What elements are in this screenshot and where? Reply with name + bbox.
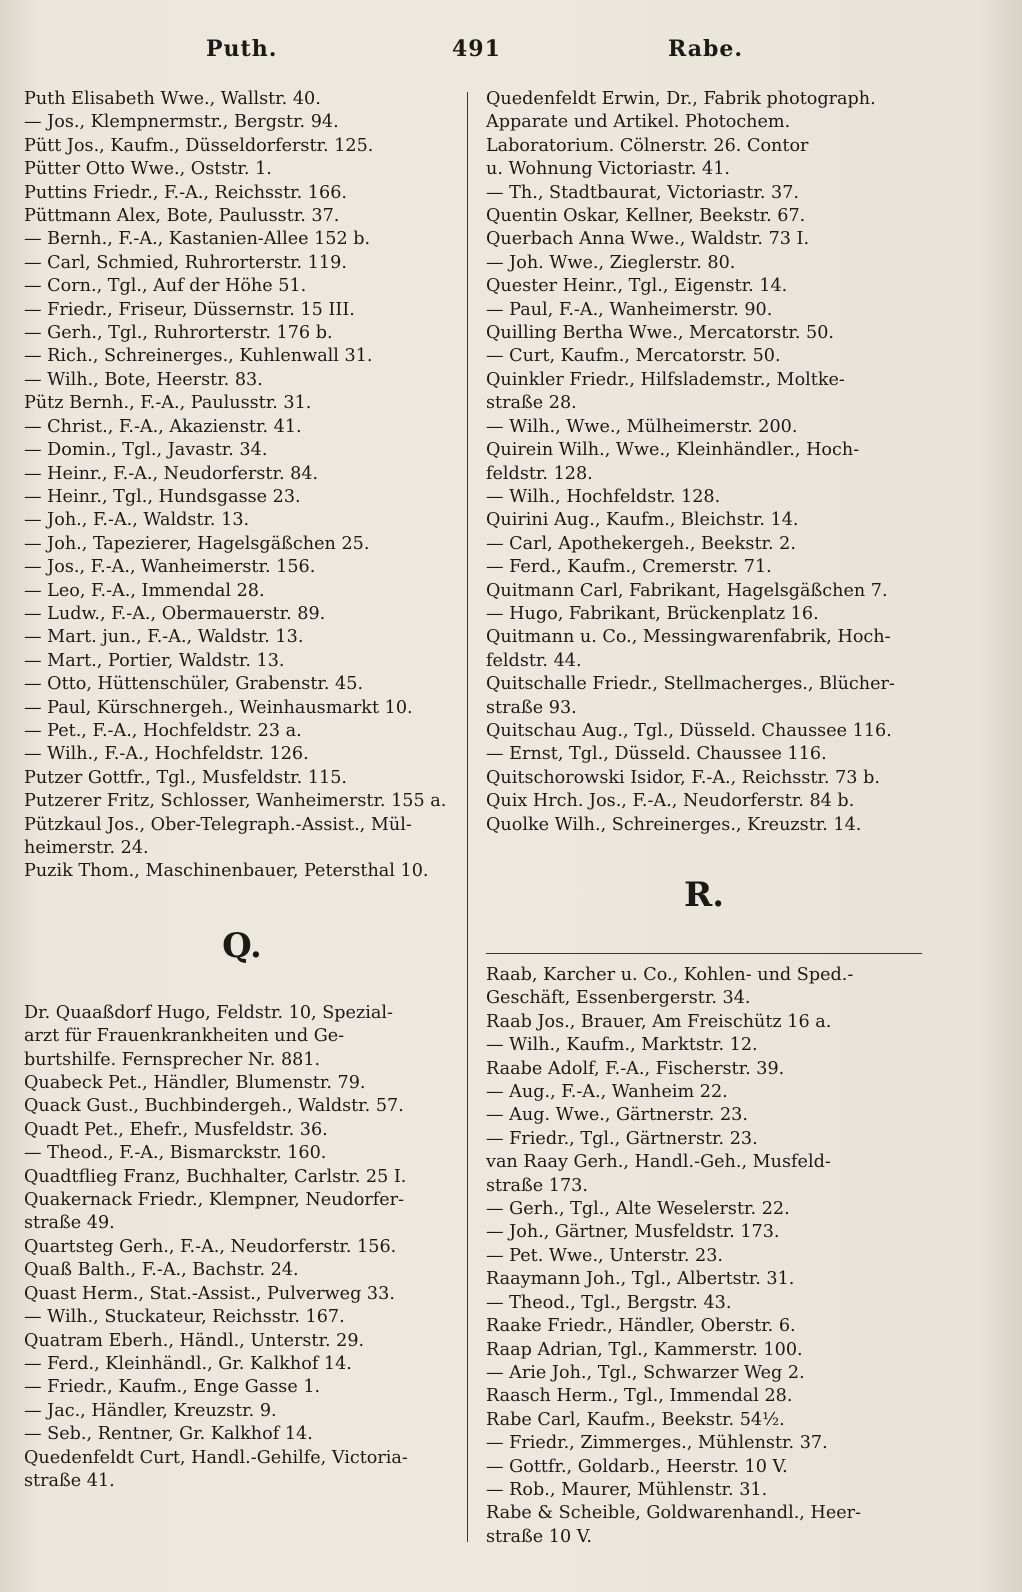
page-header xyxy=(0,36,1022,72)
entry-line: Puttins Friedr., F.-A., Reichsstr. 166. xyxy=(24,182,347,203)
section-rule xyxy=(486,953,922,954)
directory-entry xyxy=(486,1104,922,1127)
entry-line: Quadtflieg Franz, Buchhalter, Carlstr. 25 I. xyxy=(24,1166,407,1187)
entry-line: — Wilh., F.-A., Hochfeldstr. 126. xyxy=(24,744,309,765)
entry-line: — Paul, F.-A., Wanheimerstr. 90. xyxy=(486,299,773,320)
entry-line: — Pet. Wwe., Unterstr. 23. xyxy=(486,1245,724,1266)
entry-line: Quitschau Aug., Tgl., Düsseld. Chaussee 116. xyxy=(486,720,892,741)
entry-continuation: Apparate und Artikel. Photochem. xyxy=(486,112,791,133)
entry-continuation: straße 93. xyxy=(486,697,577,718)
directory-entry xyxy=(24,1095,460,1118)
entry-line: Dr. Quaaßdorf Hugo, Feldstr. 10, Spezial- xyxy=(24,1002,393,1023)
entry-line: Putzerer Fritz, Schlosser, Wanheimerstr. 155 a. xyxy=(24,791,447,812)
directory-entry xyxy=(24,1189,460,1236)
entry-line: Quedenfeldt Erwin, Dr., Fabrik photograph. xyxy=(486,89,876,109)
entry-line: — Ferd., Kleinhändl., Gr. Kalkhof 14. xyxy=(24,1353,352,1374)
directory-entry xyxy=(24,626,460,649)
entry-line: — Seb., Rentner, Gr. Kalkhof 14. xyxy=(24,1424,313,1445)
directory-entry xyxy=(486,790,922,813)
directory-entry xyxy=(486,533,922,556)
qu-entries xyxy=(486,88,922,837)
directory-entry xyxy=(24,416,460,439)
directory-entry xyxy=(24,1423,460,1446)
directory-entry xyxy=(24,767,460,790)
entry-line: — Friedr., Tgl., Gärtnerstr. 23. xyxy=(486,1128,758,1149)
entry-line: Quack Gust., Buchbindergeh., Waldstr. 57. xyxy=(24,1096,404,1117)
entry-line: — Ernst, Tgl., Düsseld. Chaussee 116. xyxy=(486,744,827,765)
directory-entry xyxy=(486,1128,922,1151)
directory-entry xyxy=(486,1479,922,1502)
entry-line: — Arie Joh., Tgl., Schwarzer Weg 2. xyxy=(486,1362,805,1383)
directory-entry xyxy=(486,1221,922,1244)
entry-line: Pütter Otto Wwe., Oststr. 1. xyxy=(24,159,272,180)
entry-line: — Ferd., Kaufm., Cremerstr. 71. xyxy=(486,557,772,578)
entry-line: — Wilh., Bote, Heerstr. 83. xyxy=(24,369,263,390)
entry-line: Quix Hrch. Jos., F.-A., Neudorferstr. 84 b. xyxy=(486,791,855,812)
entry-continuation: straße 49. xyxy=(24,1213,115,1234)
entry-line: Raab Jos., Brauer, Am Freischütz 16 a. xyxy=(486,1011,832,1032)
directory-entry xyxy=(24,1306,460,1329)
entry-line: Quirein Wilh., Wwe., Kleinhändler., Hoch- xyxy=(486,440,860,461)
directory-entry xyxy=(486,1315,922,1338)
directory-entry xyxy=(24,743,460,766)
entry-line: Raap Adrian, Tgl., Kammerstr. 100. xyxy=(486,1339,803,1360)
directory-entry xyxy=(24,392,460,415)
directory-entry xyxy=(486,509,922,532)
directory-entry xyxy=(24,1259,460,1282)
entry-line: — Theod., Tgl., Bergstr. 43. xyxy=(486,1292,732,1313)
directory-entry xyxy=(486,369,922,416)
entry-line: — Theod., F.-A., Bismarckstr. 160. xyxy=(24,1143,327,1164)
entry-continuation: Laboratorium. Cölnerstr. 26. Contor xyxy=(486,135,809,156)
entry-line: — Corn., Tgl., Auf der Höhe 51. xyxy=(24,276,307,297)
entry-line: Quartsteg Gerh., F.-A., Neudorferstr. 156. xyxy=(24,1236,397,1257)
entry-line: Quinkler Friedr., Hilfslademstr., Moltke- xyxy=(486,369,845,390)
directory-entry xyxy=(486,1502,922,1549)
directory-entry xyxy=(24,1072,460,1095)
entry-line: — Wilh., Wwe., Mülheimerstr. 200. xyxy=(486,416,798,437)
entry-line: Quitmann u. Co., Messingwarenfabrik, Hoch- xyxy=(486,627,891,648)
entry-line: Quaß Balth., F.-A., Bachstr. 24. xyxy=(24,1260,299,1281)
directory-entry xyxy=(24,463,460,486)
directory-entry xyxy=(24,650,460,673)
entry-line: Quolke Wilh., Schreinerges., Kreuzstr. 14. xyxy=(486,814,862,835)
entry-line: — Rich., Schreinerges., Kuhlenwall 31. xyxy=(24,346,373,367)
entry-line: — Rob., Maurer, Mühlenstr. 31. xyxy=(486,1479,768,1500)
entry-line: — Joh., Gärtner, Musfeldstr. 173. xyxy=(486,1222,780,1243)
directory-entry xyxy=(486,1362,922,1385)
entry-line: — Jac., Händler, Kreuzstr. 9. xyxy=(24,1400,277,1421)
entry-line: Raasch Herm., Tgl., Immendal 28. xyxy=(486,1386,793,1407)
entry-line: Querbach Anna Wwe., Waldstr. 73 I. xyxy=(486,229,810,250)
directory-entry xyxy=(486,1456,922,1479)
directory-entry xyxy=(486,1081,922,1104)
directory-entry xyxy=(24,697,460,720)
directory-entry xyxy=(24,205,460,228)
directory-entry xyxy=(24,720,460,743)
directory-entry xyxy=(24,345,460,368)
header-last-name: Rabe. xyxy=(668,36,744,62)
directory-entry xyxy=(486,182,922,205)
directory-entry xyxy=(24,299,460,322)
directory-entry xyxy=(24,1002,460,1072)
entry-line: — Mart. jun., F.-A., Waldstr. 13. xyxy=(24,627,304,648)
q-entries xyxy=(24,1002,460,1494)
entry-line: — Bernh., F.-A., Kastanien-Allee 152 b. xyxy=(24,229,371,250)
directory-entry xyxy=(24,182,460,205)
directory-entry xyxy=(24,135,460,158)
entry-line: — Pet., F.-A., Hochfeldstr. 23 a. xyxy=(24,720,302,741)
entry-line: — Jos., F.-A., Wanheimerstr. 156. xyxy=(24,557,316,578)
directory-entry xyxy=(486,556,922,579)
directory-entry xyxy=(486,580,922,603)
directory-entry xyxy=(24,252,460,275)
directory-entry xyxy=(486,1058,922,1081)
directory-entry xyxy=(24,790,460,813)
directory-entry xyxy=(486,299,922,322)
entry-line: — Aug. Wwe., Gärtnerstr. 23. xyxy=(486,1105,748,1126)
entry-line: Rabe Carl, Kaufm., Beekstr. 54½. xyxy=(486,1409,785,1430)
entry-line: Quester Heinr., Tgl., Eigenstr. 14. xyxy=(486,276,788,297)
left-column xyxy=(24,88,460,1493)
directory-entry xyxy=(24,860,460,883)
entry-line: Pütt Jos., Kaufm., Düsseldorferstr. 125. xyxy=(24,135,374,156)
directory-entry xyxy=(486,743,922,766)
entry-line: Quirini Aug., Kaufm., Bleichstr. 14. xyxy=(486,510,799,531)
directory-entry xyxy=(486,1432,922,1455)
directory-entry xyxy=(24,580,460,603)
entry-line: Raake Friedr., Händler, Oberstr. 6. xyxy=(486,1316,796,1337)
entry-continuation: straße 28. xyxy=(486,393,577,414)
directory-entry xyxy=(486,603,922,626)
directory-entry xyxy=(24,1400,460,1423)
directory-entry xyxy=(486,345,922,368)
entry-line: — Joh. Wwe., Zieglerstr. 80. xyxy=(486,252,736,273)
directory-entry xyxy=(486,322,922,345)
directory-entry xyxy=(24,228,460,251)
directory-entry xyxy=(24,275,460,298)
directory-entry xyxy=(24,1283,460,1306)
entry-continuation: straße 10 V. xyxy=(486,1526,592,1547)
directory-entry xyxy=(486,275,922,298)
entry-line: Püttmann Alex, Bote, Paulusstr. 37. xyxy=(24,206,340,227)
directory-entry xyxy=(486,767,922,790)
entry-line: — Friedr., Friseur, Düssernstr. 15 III. xyxy=(24,299,355,320)
directory-entry xyxy=(486,1034,922,1057)
page-number: 491 xyxy=(452,36,501,62)
entry-line: Rabe & Scheible, Goldwarenhandl., Heer- xyxy=(486,1503,862,1524)
directory-entry xyxy=(24,533,460,556)
entry-line: — Leo, F.-A., Immendal 28. xyxy=(24,580,265,601)
entry-continuation: Geschäft, Essenbergerstr. 34. xyxy=(486,988,751,1009)
entry-line: — Jos., Klempnermstr., Bergstr. 94. xyxy=(24,112,339,133)
directory-entry xyxy=(486,416,922,439)
entry-line: Quitschalle Friedr., Stellmacherges., Blücher- xyxy=(486,674,895,695)
directory-entry xyxy=(24,1236,460,1259)
entry-line: — Wilh., Kaufm., Marktstr. 12. xyxy=(486,1035,758,1056)
directory-entry xyxy=(24,111,460,134)
directory-entry xyxy=(24,1330,460,1353)
directory-entry xyxy=(24,369,460,392)
directory-entry xyxy=(486,673,922,720)
directory-entry xyxy=(24,486,460,509)
entry-line: Quadt Pet., Ehefr., Musfeldstr. 36. xyxy=(24,1119,328,1140)
entry-continuation: feldstr. 44. xyxy=(486,650,582,671)
entry-line: Pütz Bernh., F.-A., Paulusstr. 31. xyxy=(24,393,312,414)
directory-entry xyxy=(486,964,922,1011)
header-first-name: Puth. xyxy=(206,36,278,62)
entry-line: Quatram Eberh., Händl., Unterstr. 29. xyxy=(24,1330,365,1351)
r-entries xyxy=(486,964,922,1549)
directory-entry xyxy=(24,158,460,181)
entry-line: Quabeck Pet., Händler, Blumenstr. 79. xyxy=(24,1073,366,1094)
entry-line: Raab, Karcher u. Co., Kohlen- und Sped.- xyxy=(486,965,854,985)
directory-entry xyxy=(24,322,460,345)
directory-entry xyxy=(486,486,922,509)
directory-entry xyxy=(486,1151,922,1198)
directory-entry xyxy=(486,1409,922,1432)
directory-entry xyxy=(24,673,460,696)
entry-line: Puth Elisabeth Wwe., Wallstr. 40. xyxy=(24,89,321,109)
entry-line: Quakernack Friedr., Klempner, Neudorfer- xyxy=(24,1190,405,1211)
entry-line: — Domin., Tgl., Javastr. 34. xyxy=(24,440,268,461)
puth-entries xyxy=(24,88,460,884)
entry-line: Puzik Thom., Maschinenbauer, Petersthal 10. xyxy=(24,861,429,882)
entry-line: Quentin Oskar, Kellner, Beekstr. 67. xyxy=(486,206,806,227)
entry-continuation: heimerstr. 24. xyxy=(24,838,149,858)
column-divider xyxy=(467,92,468,1542)
entry-line: — Gerh., Tgl., Ruhrorterstr. 176 b. xyxy=(24,323,333,344)
directory-entry xyxy=(486,1385,922,1408)
entry-line: — Gottfr., Goldarb., Heerstr. 10 V. xyxy=(486,1456,788,1477)
directory-entry xyxy=(486,205,922,228)
directory-entry xyxy=(486,720,922,743)
entry-continuation: arzt für Frauenkrankheiten und Ge- xyxy=(24,1026,345,1047)
directory-entry xyxy=(24,1447,460,1494)
entry-line: — Christ., F.-A., Akazienstr. 41. xyxy=(24,416,302,437)
right-column xyxy=(486,88,922,1549)
directory-entry xyxy=(24,603,460,626)
directory-entry xyxy=(486,1268,922,1291)
entry-line: Putzer Gottfr., Tgl., Musfeldstr. 115. xyxy=(24,767,348,788)
directory-entry xyxy=(24,1166,460,1189)
entry-line: — Paul, Kürschnergeh., Weinhausmarkt 10. xyxy=(24,697,413,718)
entry-line: — Gerh., Tgl., Alte Weselerstr. 22. xyxy=(486,1199,790,1220)
directory-entry xyxy=(24,1376,460,1399)
entry-continuation: u. Wohnung Victoriastr. 41. xyxy=(486,159,730,180)
entry-line: — Joh., Tapezierer, Hagelsgäßchen 25. xyxy=(24,533,370,554)
entry-line: — Th., Stadtbaurat, Victoriastr. 37. xyxy=(486,182,800,203)
directory-entry xyxy=(486,228,922,251)
entry-line: van Raay Gerh., Handl.-Geh., Musfeld- xyxy=(486,1152,831,1173)
entry-line: Quitmann Carl, Fabrikant, Hagelsgäßchen 7. xyxy=(486,580,888,601)
section-heading-q: Q. xyxy=(222,925,262,966)
directory-entry xyxy=(486,1292,922,1315)
entry-continuation: burtshilfe. Fernsprecher Nr. 881. xyxy=(24,1049,321,1070)
directory-entry xyxy=(486,439,922,486)
directory-entry xyxy=(24,556,460,579)
directory-entry xyxy=(486,1245,922,1268)
entry-line: — Carl, Apothekergeh., Beekstr. 2. xyxy=(486,533,796,554)
entry-line: Raabe Adolf, F.-A., Fischerstr. 39. xyxy=(486,1058,785,1079)
entry-line: — Carl, Schmied, Ruhrorterstr. 119. xyxy=(24,252,347,273)
entry-line: Quast Herm., Stat.-Assist., Pulverweg 33. xyxy=(24,1283,395,1304)
entry-line: — Heinr., F.-A., Neudorferstr. 84. xyxy=(24,463,319,484)
entry-continuation: straße 173. xyxy=(486,1175,588,1196)
entry-line: Quedenfeldt Curt, Handl.-Gehilfe, Victoria- xyxy=(24,1447,408,1468)
entry-line: — Friedr., Zimmerges., Mühlenstr. 37. xyxy=(486,1433,828,1454)
entry-line: — Mart., Portier, Waldstr. 13. xyxy=(24,650,285,671)
entry-continuation: feldstr. 128. xyxy=(486,463,593,484)
entry-line: — Heinr., Tgl., Hundsgasse 23. xyxy=(24,486,301,507)
directory-entry xyxy=(24,1142,460,1165)
directory-entry xyxy=(486,1198,922,1221)
directory-entry xyxy=(486,88,922,182)
directory-entry xyxy=(24,509,460,532)
directory-entry xyxy=(24,1119,460,1142)
directory-entry xyxy=(486,814,922,837)
entry-line: — Aug., F.-A., Wanheim 22. xyxy=(486,1082,728,1103)
entry-line: — Joh., F.-A., Waldstr. 13. xyxy=(24,510,250,531)
entry-line: — Friedr., Kaufm., Enge Gasse 1. xyxy=(24,1377,321,1398)
entry-line: — Ludw., F.-A., Obermauerstr. 89. xyxy=(24,603,326,624)
directory-entry xyxy=(486,1011,922,1034)
directory-entry xyxy=(486,252,922,275)
entry-line: Quitschorowski Isidor, F.-A., Reichsstr. 73 b. xyxy=(486,767,880,788)
entry-line: Raaymann Joh., Tgl., Albertstr. 31. xyxy=(486,1269,795,1290)
directory-entry xyxy=(486,626,922,673)
directory-entry xyxy=(24,814,460,861)
entry-line: — Curt, Kaufm., Mercatorstr. 50. xyxy=(486,346,781,367)
directory-entry xyxy=(486,1339,922,1362)
section-heading-r: R. xyxy=(683,875,725,915)
directory-entry xyxy=(24,1353,460,1376)
directory-entry xyxy=(24,88,460,111)
entry-line: Quilling Bertha Wwe., Mercatorstr. 50. xyxy=(486,323,835,344)
entry-line: — Hugo, Fabrikant, Brückenplatz 16. xyxy=(486,603,819,624)
entry-line: — Otto, Hüttenschüler, Grabenstr. 45. xyxy=(24,674,364,695)
entry-line: — Wilh., Stuckateur, Reichsstr. 167. xyxy=(24,1307,345,1328)
directory-entry xyxy=(24,439,460,462)
entry-line: — Wilh., Hochfeldstr. 128. xyxy=(486,486,721,507)
entry-continuation: straße 41. xyxy=(24,1470,115,1491)
entry-line: Pützkaul Jos., Ober-Telegraph.-Assist., Mül- xyxy=(24,814,412,835)
